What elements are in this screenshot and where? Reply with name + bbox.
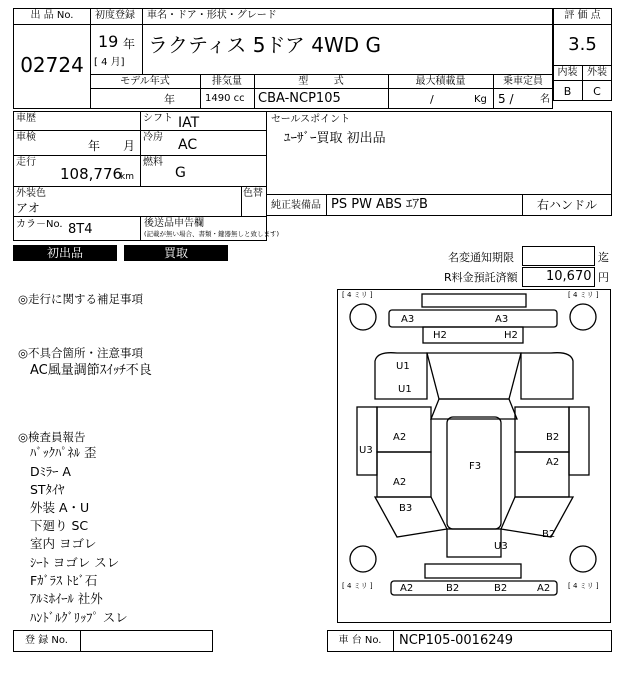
mark-a3-left: A3 xyxy=(401,314,415,325)
mark-b2-bottom-right: B2 xyxy=(494,583,508,594)
interior-grade: B xyxy=(563,85,572,98)
grade-value: 3.5 xyxy=(568,34,597,55)
type-label: 型 式 xyxy=(298,76,344,87)
equipment-items: PS PW ABS ｴｱB xyxy=(331,197,428,212)
mileage-unit: km xyxy=(120,172,134,182)
inspection-year: 年 xyxy=(88,139,101,153)
first-registration-year-unit: 年 xyxy=(123,37,136,51)
tire-front-right xyxy=(570,304,596,330)
interior-grade-label: 内装 xyxy=(557,67,578,78)
color-change-label: 色替 xyxy=(243,188,263,199)
tire-rear-right-depth: [ 4 ミリ ] xyxy=(568,582,599,590)
tire-rear-right xyxy=(570,546,596,572)
displacement: 1490 cc xyxy=(205,93,245,104)
tire-rear-left-depth: [ 4 ミリ ] xyxy=(342,582,373,590)
fuel-label: 燃料 xyxy=(143,157,163,168)
mark-h2-right: H2 xyxy=(504,330,518,341)
inspector-line: ｼｰﾄ ヨゴレ スレ xyxy=(30,555,120,570)
exterior-color: アオ xyxy=(16,201,40,215)
inspection-label: 車検 xyxy=(16,132,36,143)
max-load-label: 最大積載量 xyxy=(415,76,466,87)
first-listing-badge: 初出品 xyxy=(13,245,117,261)
model-year-unit: 年 xyxy=(164,93,175,106)
recycle-fee-unit: 円 xyxy=(598,271,609,284)
inspector-line: ｱﾙﾐﾎｲｰﾙ 社外 xyxy=(30,591,103,606)
mark-b2-bottom-left: B2 xyxy=(446,583,460,594)
sales-point-label: セールスポイント xyxy=(271,114,351,125)
inspector-line: ﾊﾝﾄﾞﾙｸﾞﾘｯﾌﾟ スレ xyxy=(30,610,128,625)
capacity: 5 / xyxy=(498,92,514,106)
mark-a2-bottom-right: A2 xyxy=(537,583,551,594)
inspector-line: 下廻り SC xyxy=(30,518,89,533)
right-doors xyxy=(569,407,589,475)
color-number-label: カラ－No. xyxy=(16,219,63,230)
registration-number-label: 登 録 No. xyxy=(25,635,68,646)
defects-text: AC風量調節ｽｲｯﾁ不良 xyxy=(30,363,152,378)
roof xyxy=(447,417,501,529)
capacity-label: 乗車定員 xyxy=(503,76,543,87)
first-registration-label: 初度登録 xyxy=(95,10,135,21)
tire-front-left xyxy=(350,304,376,330)
first-registration-month: [ 4 月] xyxy=(94,57,125,68)
mark-f3: F3 xyxy=(469,461,482,472)
mark-h2-left: H2 xyxy=(433,330,447,341)
purchase-badge: 買取 xyxy=(124,245,228,261)
shift: IAT xyxy=(178,115,200,131)
max-load-unit: Kg xyxy=(474,94,487,105)
model-name-label: 車名・ドア・形状・グレード xyxy=(147,10,277,21)
mark-b2-right-lower: B2 xyxy=(542,529,556,540)
tire-rear-left xyxy=(350,546,376,572)
lot-number: 02724 xyxy=(20,53,84,77)
mark-a3-right: A3 xyxy=(495,314,509,325)
model-name: ラクティス 5ドア 4WD G xyxy=(148,33,381,57)
rear-bumper xyxy=(391,581,557,595)
grade-label: 評 価 点 xyxy=(564,10,601,21)
displacement-label: 排気量 xyxy=(212,76,242,87)
mileage: 108,776 xyxy=(60,165,123,183)
aftermarket-note: (記載が無い場合、書類・鍵器無しと致します) xyxy=(144,230,280,238)
chassis-number: NCP105-0016249 xyxy=(399,633,514,648)
tire-front-right-depth: [ 4 ミリ ] xyxy=(568,291,599,299)
exterior-grade: C xyxy=(593,85,601,98)
model-type: CBA-NCP105 xyxy=(258,91,341,106)
mark-a2-left-upper: A2 xyxy=(393,432,407,443)
mark-u1-bottom: U1 xyxy=(398,384,412,395)
windshield xyxy=(431,399,517,419)
sales-point-text: ﾕｰｻﾞｰ買取 初出品 xyxy=(284,131,386,146)
fuel: G xyxy=(175,165,186,181)
inspector-line: 室内 ヨゴレ xyxy=(30,536,97,551)
shift-label: シフト xyxy=(143,113,173,124)
chassis-number-label: 車 台 No. xyxy=(338,635,382,646)
mark-u3-left: U3 xyxy=(359,445,373,456)
inspector-line: STﾀｲﾔ xyxy=(30,482,65,497)
driving-notes-label: ◎走行に関する補足事項 xyxy=(18,292,144,306)
tire-front-left-depth: [ 4 ミリ ] xyxy=(342,291,373,299)
mileage-label: 走行 xyxy=(16,157,36,168)
name-change-deadline-box xyxy=(522,246,595,266)
inspector-line: Fｶﾞﾗｽ ﾄﾋﾞ石 xyxy=(30,573,98,588)
defects-label: ◎不具合箇所・注意事項 xyxy=(18,346,144,360)
mark-u1-top: U1 xyxy=(396,361,410,372)
name-change-deadline-label: 名変通知期限 xyxy=(448,251,514,264)
mark-u3-bottom: U3 xyxy=(494,541,508,552)
aftermarket-label: 後送品申告欄 xyxy=(144,218,204,229)
left-doors xyxy=(357,407,377,475)
rear-window xyxy=(447,529,501,557)
inspector-line: Dﾐﾗｰ A xyxy=(30,464,71,479)
car-outline-diagram xyxy=(337,289,611,623)
recycle-fee: 10,670 xyxy=(546,269,592,284)
max-load-slash: / xyxy=(430,93,434,106)
mark-a2-bottom-left: A2 xyxy=(400,583,414,594)
ac-label: 冷房 xyxy=(143,132,163,143)
inspection-month: 月 xyxy=(123,139,136,153)
inspector-report-label: ◎検査員報告 xyxy=(18,430,86,444)
first-registration-year: 19 xyxy=(98,32,119,51)
equipment-label: 純正装備品 xyxy=(271,200,321,211)
exterior-color-label: 外装色 xyxy=(16,188,46,199)
color-number: 8T4 xyxy=(68,222,93,237)
recycle-fee-label: R料金預託済額 xyxy=(444,271,518,284)
inspector-line: 外装 A・U xyxy=(30,500,90,515)
mark-a2-left-lower: A2 xyxy=(393,477,407,488)
inspector-line: ﾊﾞｯｸﾊﾟﾈﾙ 歪 xyxy=(30,445,97,460)
model-year-label: モデル年式 xyxy=(120,76,170,87)
exterior-grade-label: 外装 xyxy=(587,67,607,78)
lot-number-label: 出 品 No. xyxy=(30,10,74,21)
ac: AC xyxy=(178,137,198,153)
history-label: 車歴 xyxy=(16,113,36,124)
steering-side: 右ハンドル xyxy=(536,198,597,212)
mark-a2-right: A2 xyxy=(546,457,560,468)
name-change-deadline-unit: 迄 xyxy=(598,251,609,264)
capacity-unit: 名 xyxy=(540,94,550,105)
mark-b3-left: B3 xyxy=(399,503,413,514)
mark-b2-right-upper: B2 xyxy=(546,432,560,443)
